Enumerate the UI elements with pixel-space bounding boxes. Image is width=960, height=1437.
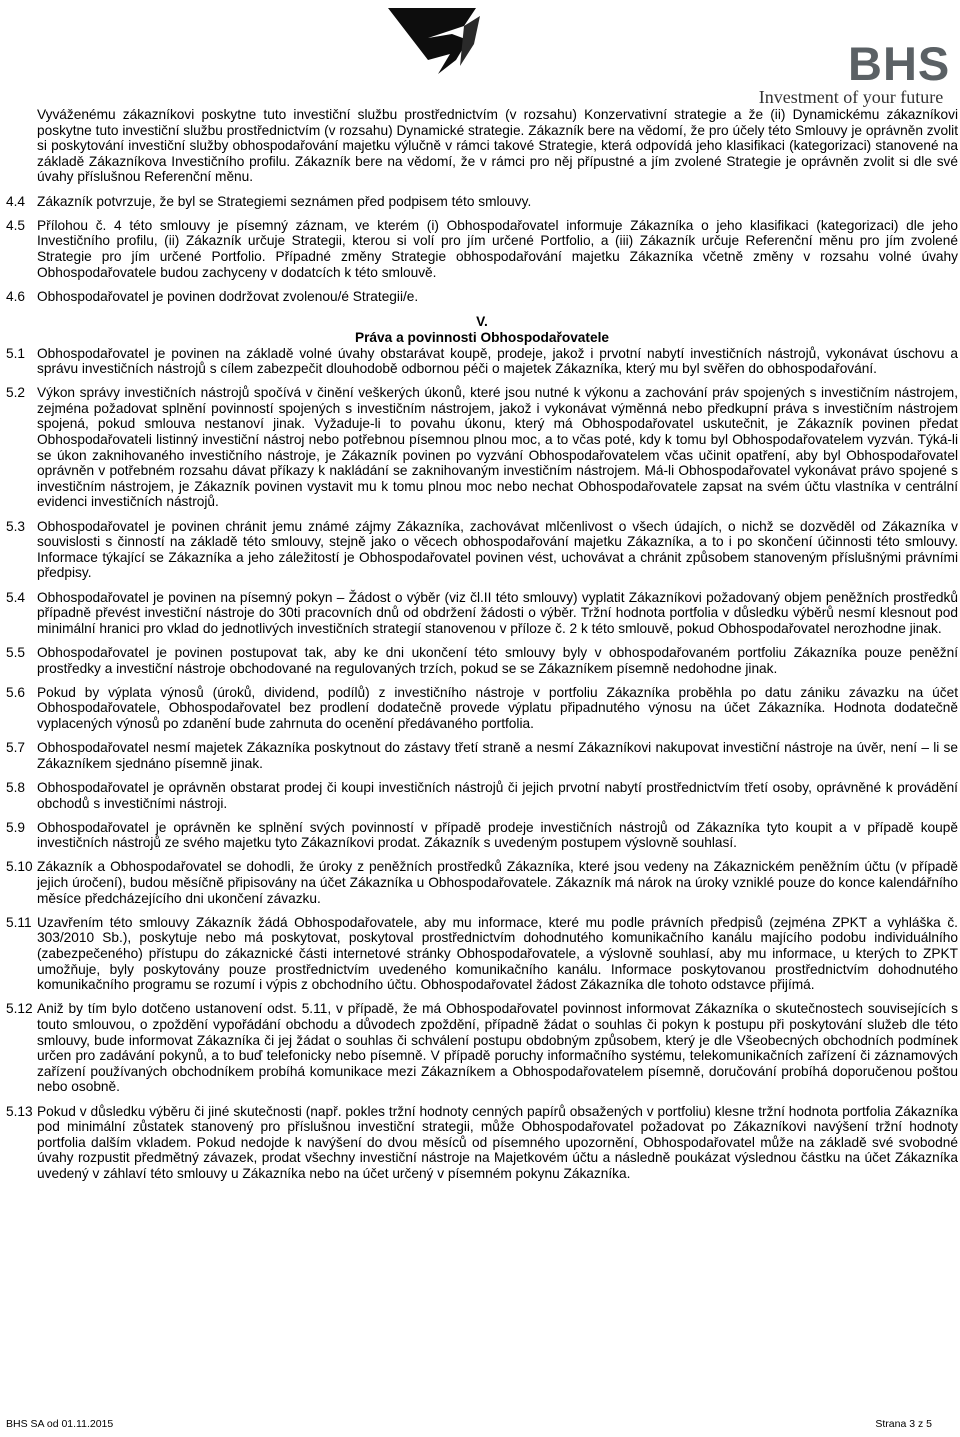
section-text: Uzavřením této smlouvy Zákazník žádá Obhospodařovatele, aby mu informace, které mu podle právních předpisů (zejména ZPKT a vyhláška č. 303/2010 Sb.), poskytuje nebo má poskytovat, poskytoval prostřednictvím dohodnutého komunikačního kanálu majícího podobu individuálního (zabezpečeného) přístupu do zákaznické části internetové stránky Obhospodařovatele, a výslovně souhlasí, aby mu informace, u kterých to ZPKT umožňuje, byly poskytovány pouze prostřednictvím uvedeného komunikačního kanálu. Informace poskytovanou prostřednictvím dohodnutého komunikačního programu se rozumí i výpis z obchodního účtu. Obhospodařovatel žádost Zákazníka dle tohoto odstavce přijímá. [37,914,958,993]
section-number: 4.4 [6,193,26,209]
section-5-list [6,346,958,1182]
section-text: Obhospodařovatel je povinen na písemný pokyn – Žádost o výběr (viz čl.II této smlouvy) vyplatit Zákazníkovi požadovaný objem peněžních prostředků případně převést investiční nástroje do 30ti pracovních dnů od obdržení žádosti o výběr. Tržní hodnota portfolia v důsledku výběrů nesmí klesnout pod minimální hranici pro vklad do jednotlivých investičních strategií stanovenou v příloze č. 2 k této smlouvě, pokud Obhospodařovatel nerozhodne jinak. [37,589,958,636]
bird-wing-logo-icon [368,4,594,104]
section-paragraph [6,740,958,771]
section-text: Pokud v důsledku výběru či jiné skutečnosti (např. pokles tržní hodnoty cenných papírů obsažených v portfoliu) klesne tržní hodnota portfolia Zákazníka pod minimální zůstatek stanovený pro příslušnou investiční strategii, může Obhospodařovatel požadovat po Zákazníkovi navýšení tržní hodnoty portfolia dalším vkladem. Pokud nedojde k navýšení do dvou měsíců od písemného upozornění, Obhospodařovatel může na základě své svobodné úvahy rozpustit předmětný závazek, prodat všechny investiční nástroje na Majetkovém účtu a následně poukázat výslednou částku na účet Zákazníka uvedený v záhlaví této smlouvy u Zákazníka nebo na účet určený v písemném pokynu Zákazníka. [37,1103,958,1181]
section-text: Zákazník a Obhospodařovatel se dohodli, že úroky z peněžních prostředků Zákazníka, které jsou vedeny na Zákaznickém peněžním účtu (v případě jejich úročení), budou měsíčně připisovány na účet Zákazníka u Obhospodařovatele. Zákazník má nárok na úroky vzniklé pouze do konce kalendářního měsíce předcházejícího dni ukončení závazku. [37,859,958,906]
chapter-number: V. [476,314,488,330]
section-text: Obhospodařovatel je povinen na základě volné úvahy obstarávat koupě, prodeje, jakož i prvotní nabytí investičních nástrojů, vykonávat úschovu a správu investičních nástrojů s cílem zabezpečit dlouhodobě odbornou péči o majetek Zákazníka, který mu byl svěřen do obhospodařování. [37,345,958,377]
intro-paragraph: Vyváženému zákazníkovi poskytne tuto investiční službu prostřednictvím (v rozsahu) Konzervativní strategie a že (ii) Dynamickému zákazníkovi poskytne tuto investiční službu prostřednictvím (v rozsahu) Dynamické strategie. Zákazník bere na vědomí, že pro účely této Smlouvy je oprávněn zvolit si poskytování investiční služby obhospodařování majetku výlučně v rámci takové Strategie, která odpovídá jeho klasifikaci (kategorizaci) stanovené na základě Zákazníkova Investičního profilu. Zákazník bere na vědomí, že v rámci pro něj přípustné a jím zvolené Strategie je oprávněn zvolit si dle své úvahy příslušnou Referenční měnu. [37,107,958,185]
section-number: 5.4 [6,589,26,605]
section-number: 5.2 [6,385,26,401]
section-paragraph [6,780,958,811]
page-number: Strana 3 z 5 [875,1418,932,1430]
company-logo [368,4,951,107]
section-paragraph [6,1001,958,1095]
section-number: 5.8 [6,779,26,795]
section-text: Aniž by tím bylo dotčeno ustanovení odst. 5.11, v případě, že má Obhospodařovatel povinnost informovat Zákazníka o skutečnostech souvisejících s touto smlouvou, o zpoždění vypořádání obchodu a důvodech zpoždění, případně žádat o souhlas či pokyn k postupu při poskytování služeb dle této smlouvy, bude informovat Zákazníka či jej žádat o souhlas či schválení postupu obdobným způsobem, který je dle Všeobecných obchodních podmínek určen pro zadávání pokynů, a to buď telefonicky nebo písemně. V případě poruchy informačního systému, telekomunikačních zařízení či záznamových zařízení používaných obchodníkem probíhá komunikace mezi Zákazníkem a Obhospodařovatelem písemně, doručování probíhá doporučenou poštou nebo osobně. [37,1001,958,1095]
section-paragraph [6,194,958,210]
chapter-title: Práva a povinnosti Obhospodařovatele [354,329,610,345]
section-text: Přílohou č. 4 této smlouvy je písemný záznam, ve kterém (i) Obhospodařovatel informuje Zákazníka o jeho klasifikaci (kategorizaci) dle jeho Investičního profilu, (ii) Zákazník určuje Strategii, kterou si volí pro jím určené Portfolio, a (iii) Zákazník určuje Referenční měnu pro jím zvolené Strategie pro jím určené Portfolio. Případné změny Strategie obhospodařování majetku Zákazníka včetně změny v rozsahu volné úvahy Obhospodařovatele budou zachyceny v dodatcích k této smlouvě. [37,217,958,280]
section-number: 5.6 [6,684,26,700]
section-number: 5.3 [6,518,26,534]
section-paragraph [6,1104,958,1182]
section-number: 5.13 [6,1103,33,1119]
section-paragraph [6,915,958,993]
section-number: 5.12 [6,1001,33,1017]
section-text: Obhospodařovatel je povinen dodržovat zvolenou/é Strategii/e. [37,288,419,304]
section-number: 5.1 [6,345,26,361]
section-4-list [6,194,958,305]
section-number: 4.6 [6,288,26,304]
section-number: 5.11 [6,914,32,930]
logo-tagline: Investment of your future [758,87,944,107]
section-paragraph [6,218,958,280]
section-text: Obhospodařovatel nesmí majetek Zákazníka poskytnout do zástavy třetí straně a nesmí Zákazníkovi nakupovat investiční nástroje na úvěr, není – li se Zákazníkem sjednáno písemně jinak. [37,740,958,771]
chapter-heading [6,314,958,345]
logo-wordmark: BHS [848,37,951,90]
section-text: Zákazník potvrzuje, že byl se Strategiemi seznámen před podpisem této smlouvy. [37,193,532,209]
section-text: Výkon správy investičních nástrojů spočívá v činění veškerých úkonů, které jsou nutné k výkonu a zachování práv spojených s investičním nástrojem, zejména požadovat splnění povinností spojených s investičním nástrojem, jakož i vykonávat výměnná nebo předkupní práva s investičním nástrojem spojená, pokud smlouva nestanoví jinak. Vyžaduje-li to povahu úkonu, který má Obhospodařovatel uskutečnit, je Zákazník povinen předat Obhospodařovateli listinný investiční nástroj nebo potřebnou písemnou plnou moc, a to včas poté, kdy k tomu byl Obhospodařovatelem vyzván. Týká-li se úkon zaknihovaného investičního nástroje, je Zákazník povinen po vyzvání Obhospodařovatelem včas učinit opatření, aby byl Obhospodařovatel oprávněn v potřebném rozsahu dávat příkazy k nakládání se zaknihovaným investičním nástrojem. Má-li Obhospodařovatel vykonávat právo spojené s investičním nástrojem, je Zákazník povinen vystavit mu k tomu plnou moc nebo nechat Obhospodařovatele zapsat na svém účtu vlastníka v centrální evidenci investičních nástrojů. [37,385,958,510]
section-paragraph [6,346,958,377]
document-body [6,107,958,1190]
section-text: Obhospodařovatel je povinen chránit jemu známé zájmy Zákazníka, zachovávat mlčenlivost o všech údajích, o nichž se dozvěděl od Zákazníka v souvislosti s činností na základě této smlouvy, stejně jako o věcech obhospodařování majetku Zákazníka, a to i po skončení účinnosti této smlouvy. Informace týkající se Zákazníka a jeho záležitostí je Obhospodařovatel povinen vést, uchovávat a chránit způsobem stanoveným příslušnými právními předpisy. [37,518,958,581]
section-text: Pokud by výplata výnosů (úroků, dividend, podílů) z investičního nástroje v portfoliu Zákazníka proběhla po datu zániku závazku na účet Obhospodařovatele, Obhospodařovatel bez prodlení dodatečně provede výplatu připadnutého výnosu na účet Zákazníka. Hodnota dodatečně vyplacených výnosů po zdanění bude zahrnuta do ocenění předávaného portfolia. [37,684,958,731]
section-number: 5.5 [6,644,26,660]
section-paragraph [6,289,958,305]
section-paragraph [6,385,958,510]
section-paragraph [6,820,958,851]
section-text: Obhospodařovatel je povinen postupovat tak, aby ke dni ukončení této smlouvy byly v obhospodařovaném portfoliu Zákazníka pouze peněžní prostředky a investiční nástroje obchodované na regulovaných trzích, pokud se se Zákazníkem písemně nedohodne jinak. [37,644,958,676]
section-paragraph [6,519,958,581]
section-number: 4.5 [6,217,26,233]
footer-document-id: BHS SA od 01.11.2015 [6,1418,114,1430]
section-number: 5.9 [6,819,26,835]
section-paragraph [6,859,958,906]
section-paragraph [6,590,958,637]
section-text: Obhospodařovatel je oprávněn ke splnění svých povinností v případě prodeje investičních nástrojů od Zákazníka tyto koupit a v případě koupě investičních nástrojů ze svého majetku tyto Zákazníkovi prodat. Zákazník s uvedeným postupem výslovně souhlasí. [37,819,958,851]
section-paragraph [6,685,958,732]
page-footer [6,1418,932,1430]
section-number: 5.10 [6,859,33,875]
section-number: 5.7 [6,740,26,756]
section-text: Obhospodařovatel je oprávněn obstarat prodej či koupi investičních nástrojů či jejich prvotní nabytí prostřednictvím třetí osoby, oprávněné k provádění obchodů s investičními nástroji. [37,779,958,811]
section-paragraph [6,645,958,676]
